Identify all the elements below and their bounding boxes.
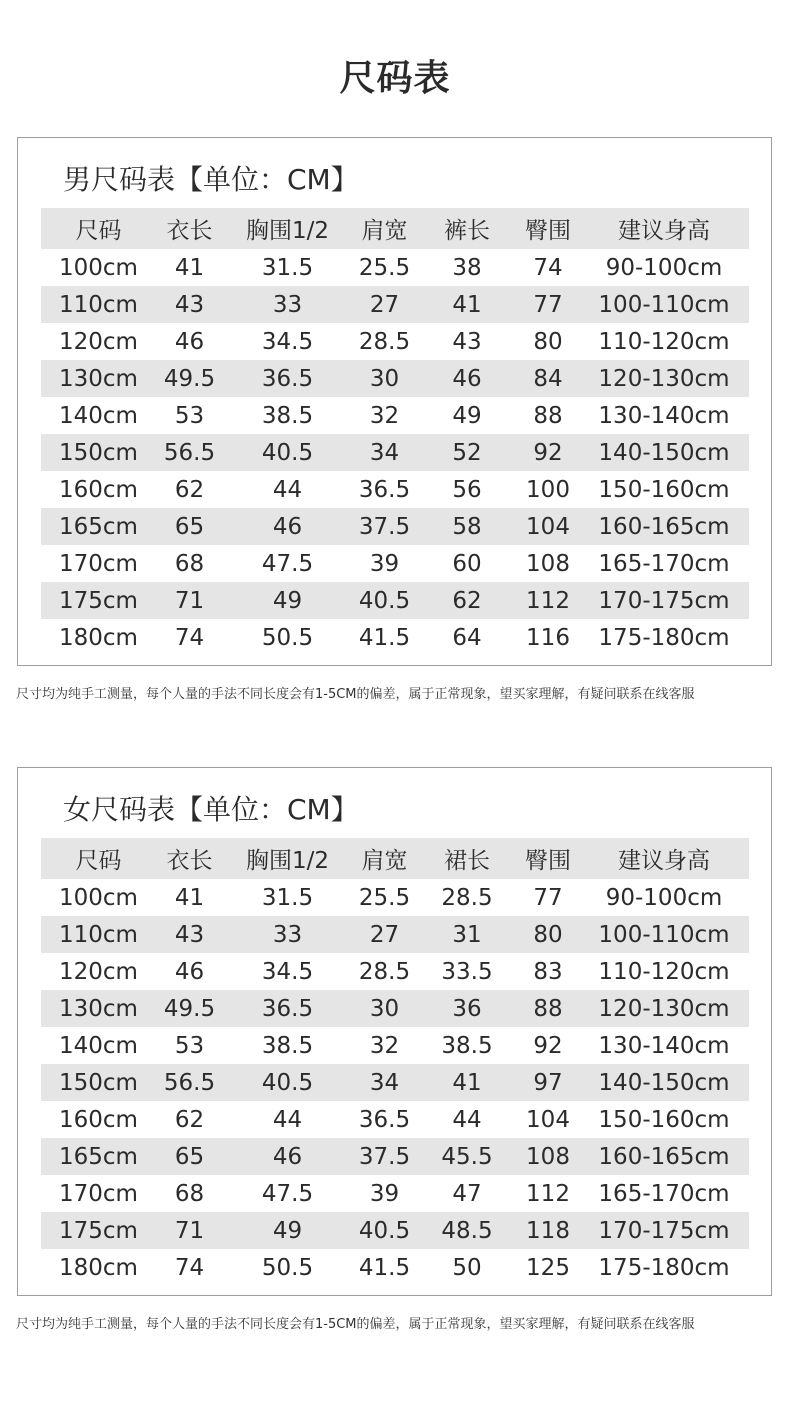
table-cell: 180cm	[59, 1254, 138, 1281]
table-row	[41, 545, 749, 582]
table-cell: 165-170cm	[598, 1180, 730, 1207]
table-cell: 37.5	[352, 508, 417, 545]
table-cell: 60	[452, 550, 482, 577]
table-cell: 150-160cm	[598, 1106, 730, 1133]
table-cell: 34	[352, 434, 417, 471]
table-cell: 83	[533, 958, 563, 985]
table-cell: 46	[223, 1138, 352, 1175]
header-height: 建议身高	[579, 208, 749, 249]
table-cell: 32	[369, 1032, 400, 1059]
table-cell: 90-100cm	[605, 254, 723, 281]
table-cell: 44	[272, 1106, 303, 1133]
table-cell: 38.5	[441, 1032, 493, 1059]
table-cell: 46	[174, 328, 205, 355]
table-cell: 175-180cm	[598, 624, 730, 651]
table-cell: 77	[517, 286, 579, 323]
table-cell: 125	[526, 1254, 570, 1281]
table-row	[41, 471, 749, 508]
table-cell: 120-130cm	[579, 990, 749, 1027]
table-cell: 175cm	[41, 582, 156, 619]
header-length: 衣长	[156, 208, 223, 249]
table-cell: 62	[174, 1106, 205, 1133]
table-cell: 53	[174, 1032, 205, 1059]
table-cell: 160cm	[59, 1106, 138, 1133]
men-table-header	[41, 208, 749, 249]
table-cell: 165-170cm	[598, 550, 730, 577]
table-cell: 175cm	[41, 1212, 156, 1249]
men-table-body	[41, 249, 749, 656]
table-cell: 39	[369, 1180, 400, 1207]
table-cell: 49.5	[156, 360, 223, 397]
table-cell: 27	[352, 916, 417, 953]
table-cell: 170cm	[59, 1180, 138, 1207]
table-cell: 62	[417, 582, 517, 619]
table-cell: 41	[417, 1064, 517, 1101]
table-cell: 36.5	[223, 990, 352, 1027]
table-cell: 170-175cm	[579, 1212, 749, 1249]
table-cell: 77	[533, 884, 563, 911]
table-cell: 88	[533, 402, 563, 429]
table-cell: 36	[417, 990, 517, 1027]
table-cell: 74	[533, 254, 563, 281]
table-cell: 180cm	[59, 624, 138, 651]
table-row	[41, 990, 749, 1027]
table-cell: 49	[452, 402, 482, 429]
table-cell: 34.5	[261, 958, 314, 985]
table-row	[41, 397, 749, 434]
table-cell: 43	[156, 286, 223, 323]
table-cell: 160-165cm	[579, 1138, 749, 1175]
table-cell: 65	[156, 1138, 223, 1175]
table-cell: 165cm	[41, 1138, 156, 1175]
women-chart-title: 女尺码表【单位：CM】	[63, 793, 359, 826]
table-cell: 112	[526, 1180, 570, 1207]
table-cell: 112	[517, 582, 579, 619]
header-size: 尺码	[41, 838, 156, 879]
table-cell: 30	[352, 990, 417, 1027]
table-cell: 50.5	[261, 624, 314, 651]
table-row	[41, 1138, 749, 1175]
header-hip: 臀围	[517, 838, 579, 879]
table-cell: 80	[517, 916, 579, 953]
table-row	[41, 360, 749, 397]
header-pants-length: 裤长	[417, 208, 517, 249]
table-cell: 74	[174, 624, 205, 651]
table-cell: 41	[174, 884, 205, 911]
table-row	[41, 1212, 749, 1249]
table-cell: 64	[452, 624, 482, 651]
table-cell: 40.5	[223, 434, 352, 471]
table-cell: 49	[223, 582, 352, 619]
table-cell: 36.5	[223, 360, 352, 397]
table-row	[41, 286, 749, 323]
table-cell: 38	[452, 254, 482, 281]
table-cell: 34.5	[261, 328, 314, 355]
table-cell: 104	[517, 508, 579, 545]
table-cell: 97	[517, 1064, 579, 1101]
header-row	[41, 208, 749, 249]
table-cell: 46	[174, 958, 205, 985]
men-chart-title: 男尺码表【单位：CM】	[63, 163, 359, 196]
table-cell: 140-150cm	[579, 434, 749, 471]
header-shoulder: 肩宽	[352, 208, 417, 249]
page-title: 尺码表	[339, 58, 451, 99]
table-cell: 45.5	[417, 1138, 517, 1175]
table-cell: 110-120cm	[598, 958, 730, 985]
table-cell: 80	[533, 328, 563, 355]
table-row	[41, 1027, 749, 1064]
women-table-header	[41, 838, 749, 879]
table-cell: 31.5	[261, 254, 314, 281]
table-cell: 49.5	[156, 990, 223, 1027]
table-cell: 38.5	[261, 402, 314, 429]
table-cell: 31	[417, 916, 517, 953]
table-cell: 37.5	[352, 1138, 417, 1175]
table-cell: 118	[517, 1212, 579, 1249]
table-cell: 165cm	[41, 508, 156, 545]
table-row	[41, 879, 749, 916]
table-cell: 110-120cm	[598, 328, 730, 355]
table-cell: 31.5	[261, 884, 314, 911]
table-cell: 43	[156, 916, 223, 953]
table-cell: 40.5	[352, 582, 417, 619]
header-length: 衣长	[156, 838, 223, 879]
table-cell: 47	[452, 1180, 482, 1207]
table-cell: 71	[156, 582, 223, 619]
table-row	[41, 1175, 749, 1212]
table-cell: 62	[174, 476, 205, 503]
table-cell: 46	[417, 360, 517, 397]
header-row	[41, 838, 749, 879]
table-row	[41, 953, 749, 990]
table-row	[41, 582, 749, 619]
table-cell: 53	[174, 402, 205, 429]
table-row	[41, 1249, 749, 1286]
table-cell: 160cm	[59, 476, 138, 503]
table-cell: 130cm	[41, 360, 156, 397]
table-cell: 50	[452, 1254, 482, 1281]
header-skirt-length: 裙长	[417, 838, 517, 879]
header-half-chest: 胸围1/2	[223, 838, 352, 879]
table-cell: 160-165cm	[579, 508, 749, 545]
table-row	[41, 508, 749, 545]
table-row	[41, 619, 749, 656]
table-cell: 33.5	[441, 958, 493, 985]
table-cell: 48.5	[417, 1212, 517, 1249]
women-size-table	[41, 838, 749, 1286]
table-cell: 50.5	[261, 1254, 314, 1281]
table-cell: 150cm	[41, 434, 156, 471]
table-cell: 49	[223, 1212, 352, 1249]
table-cell: 116	[526, 624, 570, 651]
table-cell: 28.5	[358, 958, 411, 985]
table-cell: 25.5	[358, 254, 411, 281]
table-cell: 41.5	[358, 1254, 411, 1281]
table-cell: 47.5	[261, 1180, 314, 1207]
table-cell: 140cm	[59, 402, 138, 429]
header-shoulder: 肩宽	[352, 838, 417, 879]
table-cell: 44	[272, 476, 303, 503]
table-cell: 39	[369, 550, 400, 577]
table-cell: 56.5	[156, 434, 223, 471]
table-cell: 74	[174, 1254, 205, 1281]
table-cell: 40.5	[352, 1212, 417, 1249]
table-cell: 120cm	[59, 958, 138, 985]
table-cell: 104	[526, 1106, 570, 1133]
table-cell: 92	[533, 1032, 563, 1059]
table-cell: 100-110cm	[579, 286, 749, 323]
table-cell: 92	[517, 434, 579, 471]
table-row	[41, 323, 749, 360]
table-cell: 28.5	[441, 884, 493, 911]
table-cell: 30	[352, 360, 417, 397]
table-cell: 33	[223, 916, 352, 953]
table-cell: 58	[417, 508, 517, 545]
table-cell: 150cm	[41, 1064, 156, 1101]
table-cell: 27	[352, 286, 417, 323]
table-cell: 25.5	[358, 884, 411, 911]
men-size-chart	[17, 137, 772, 666]
table-cell: 38.5	[261, 1032, 314, 1059]
table-cell: 120-130cm	[579, 360, 749, 397]
header-half-chest: 胸围1/2	[223, 208, 352, 249]
table-cell: 46	[223, 508, 352, 545]
table-cell: 175-180cm	[598, 1254, 730, 1281]
table-cell: 140cm	[59, 1032, 138, 1059]
men-size-table	[41, 208, 749, 656]
table-row	[41, 1064, 749, 1101]
table-row	[41, 249, 749, 286]
table-cell: 130cm	[41, 990, 156, 1027]
women-measurement-note: 尺寸均为纯手工测量，每个人量的手法不同长度会有1-5CM的偏差，属于正常现象，望买家理解，有疑问联系在线客服	[16, 1317, 695, 1332]
table-cell: 56	[452, 476, 482, 503]
table-cell: 28.5	[358, 328, 411, 355]
table-cell: 150-160cm	[598, 476, 730, 503]
table-cell: 41.5	[358, 624, 411, 651]
table-cell: 100cm	[59, 884, 138, 911]
table-cell: 36.5	[358, 476, 411, 503]
table-cell: 41	[417, 286, 517, 323]
table-cell: 108	[526, 550, 570, 577]
women-table-body	[41, 879, 749, 1286]
table-cell: 32	[369, 402, 400, 429]
table-row	[41, 1101, 749, 1138]
table-cell: 100-110cm	[579, 916, 749, 953]
table-cell: 100	[526, 476, 570, 503]
table-row	[41, 434, 749, 471]
table-cell: 43	[452, 328, 482, 355]
table-cell: 34	[352, 1064, 417, 1101]
table-row	[41, 916, 749, 953]
table-cell: 120cm	[59, 328, 138, 355]
table-cell: 140-150cm	[579, 1064, 749, 1101]
table-cell: 71	[156, 1212, 223, 1249]
header-height: 建议身高	[579, 838, 749, 879]
men-measurement-note: 尺寸均为纯手工测量，每个人量的手法不同长度会有1-5CM的偏差，属于正常现象，望买家理解，有疑问联系在线客服	[16, 687, 695, 702]
table-cell: 44	[452, 1106, 482, 1133]
table-cell: 68	[174, 550, 205, 577]
table-cell: 90-100cm	[605, 884, 723, 911]
table-cell: 84	[517, 360, 579, 397]
table-cell: 108	[517, 1138, 579, 1175]
table-cell: 33	[223, 286, 352, 323]
table-cell: 130-140cm	[598, 1032, 730, 1059]
table-cell: 52	[417, 434, 517, 471]
table-cell: 68	[174, 1180, 205, 1207]
table-cell: 88	[517, 990, 579, 1027]
table-cell: 110cm	[41, 916, 156, 953]
table-cell: 170-175cm	[579, 582, 749, 619]
header-hip: 臀围	[517, 208, 579, 249]
table-cell: 40.5	[223, 1064, 352, 1101]
women-size-chart	[17, 767, 772, 1296]
table-cell: 130-140cm	[598, 402, 730, 429]
table-cell: 100cm	[59, 254, 138, 281]
table-cell: 65	[156, 508, 223, 545]
header-size: 尺码	[41, 208, 156, 249]
table-cell: 36.5	[358, 1106, 411, 1133]
table-cell: 110cm	[41, 286, 156, 323]
table-cell: 47.5	[261, 550, 314, 577]
table-cell: 41	[174, 254, 205, 281]
table-cell: 170cm	[59, 550, 138, 577]
table-cell: 56.5	[156, 1064, 223, 1101]
